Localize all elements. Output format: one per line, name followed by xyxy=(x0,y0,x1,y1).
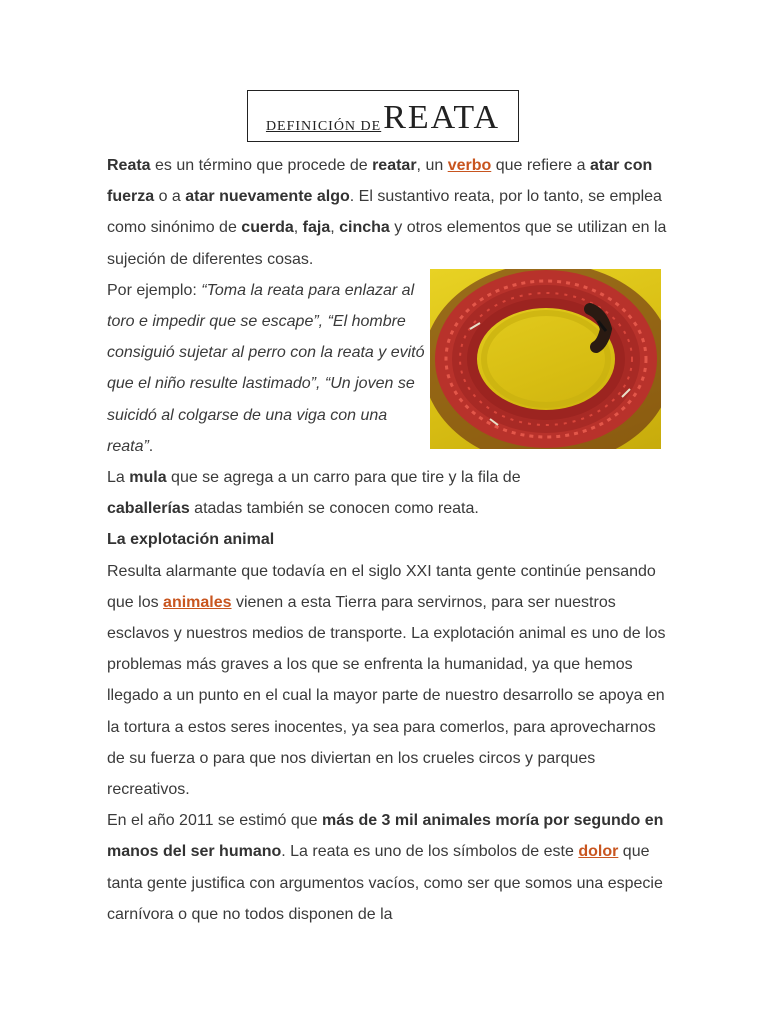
text: Resulta alarmante que todavía en el siglo XXI tanta gente continúe pensando que los xyxy=(107,562,656,611)
term-atar-nuevamente: atar nuevamente algo xyxy=(185,188,350,206)
term-caballerias: caballerías xyxy=(107,500,190,518)
term-reatar: reatar xyxy=(372,157,417,174)
text: , xyxy=(293,219,303,237)
link-verbo[interactable]: verbo xyxy=(447,157,492,174)
article-body xyxy=(107,150,667,930)
link-dolor[interactable]: dolor xyxy=(578,843,619,861)
text: , un xyxy=(416,157,448,174)
term-atar-con-fuerza: atar con fuerza xyxy=(107,157,653,206)
paragraph-estadistica xyxy=(107,805,667,930)
examples-quote: “Toma la reata para enlazar al toro e impedir que se escape”, “El hombre consiguió sujetar al perro con la reata y evitó que el niño resulte lastimado”, “Un joven se suicidó al colgarse de una viga con una reata” xyxy=(107,281,425,455)
text: o a xyxy=(154,188,186,206)
term-reata: Reata xyxy=(107,157,151,174)
title-prefix: DEFINICIÓN DE xyxy=(265,119,382,134)
text: es un término que procede de xyxy=(150,157,373,174)
paragraph-mula xyxy=(107,462,527,524)
text: La xyxy=(107,469,130,487)
paragraph-definition xyxy=(107,150,667,275)
text: y otros elementos que se utilizan en la sujeción de diferentes cosas. xyxy=(107,219,667,268)
page-title xyxy=(247,90,519,142)
text: . La reata es uno de los símbolos de este xyxy=(281,843,579,861)
term-statistic: más de 3 mil animales moría por segundo en manos del ser humano xyxy=(107,812,664,861)
text: que se agrega a un carro para que tire y la fila de xyxy=(166,469,521,487)
section-heading: La explotación animal xyxy=(107,531,275,549)
term-faja: faja xyxy=(302,219,331,237)
text: Por ejemplo: xyxy=(107,281,202,299)
text: que refiere a xyxy=(491,157,590,174)
link-animales[interactable]: animales xyxy=(163,593,232,611)
text: vienen a esta Tierra para servirnos, para ser nuestros esclavos y nuestros medios de transporte. La explotación animal es uno de los problemas más graves a los que se enfrenta la humanidad, ya que hemos llegado a un punto en el cual la mayor parte de nuestro desarrollo se apoya en la tortura a estos seres inocentes, ya sea para comerlos, para aprovecharnos de su fuerza o para que nos diviertan en los crueles circos y parques recreativos. xyxy=(107,593,666,799)
paragraph-explotacion xyxy=(107,556,667,806)
text: . xyxy=(148,437,154,455)
text: . El sustantivo reata, por lo tanto, se emplea como sinónimo de xyxy=(107,188,662,237)
text: que tanta gente justifica con argumentos vacíos, como ser que somos una especie carnívora o que no todos disponen de la xyxy=(107,843,663,923)
text: atadas también se conocen como reata. xyxy=(189,500,479,518)
paragraph-examples xyxy=(107,275,427,462)
term-cuerda: cuerda xyxy=(241,219,294,237)
term-mula: mula xyxy=(129,469,167,487)
title-word: REATA xyxy=(383,99,501,136)
term-cincha: cincha xyxy=(339,219,390,237)
text: , xyxy=(330,219,340,237)
text: En el año 2011 se estimó que xyxy=(107,812,322,830)
